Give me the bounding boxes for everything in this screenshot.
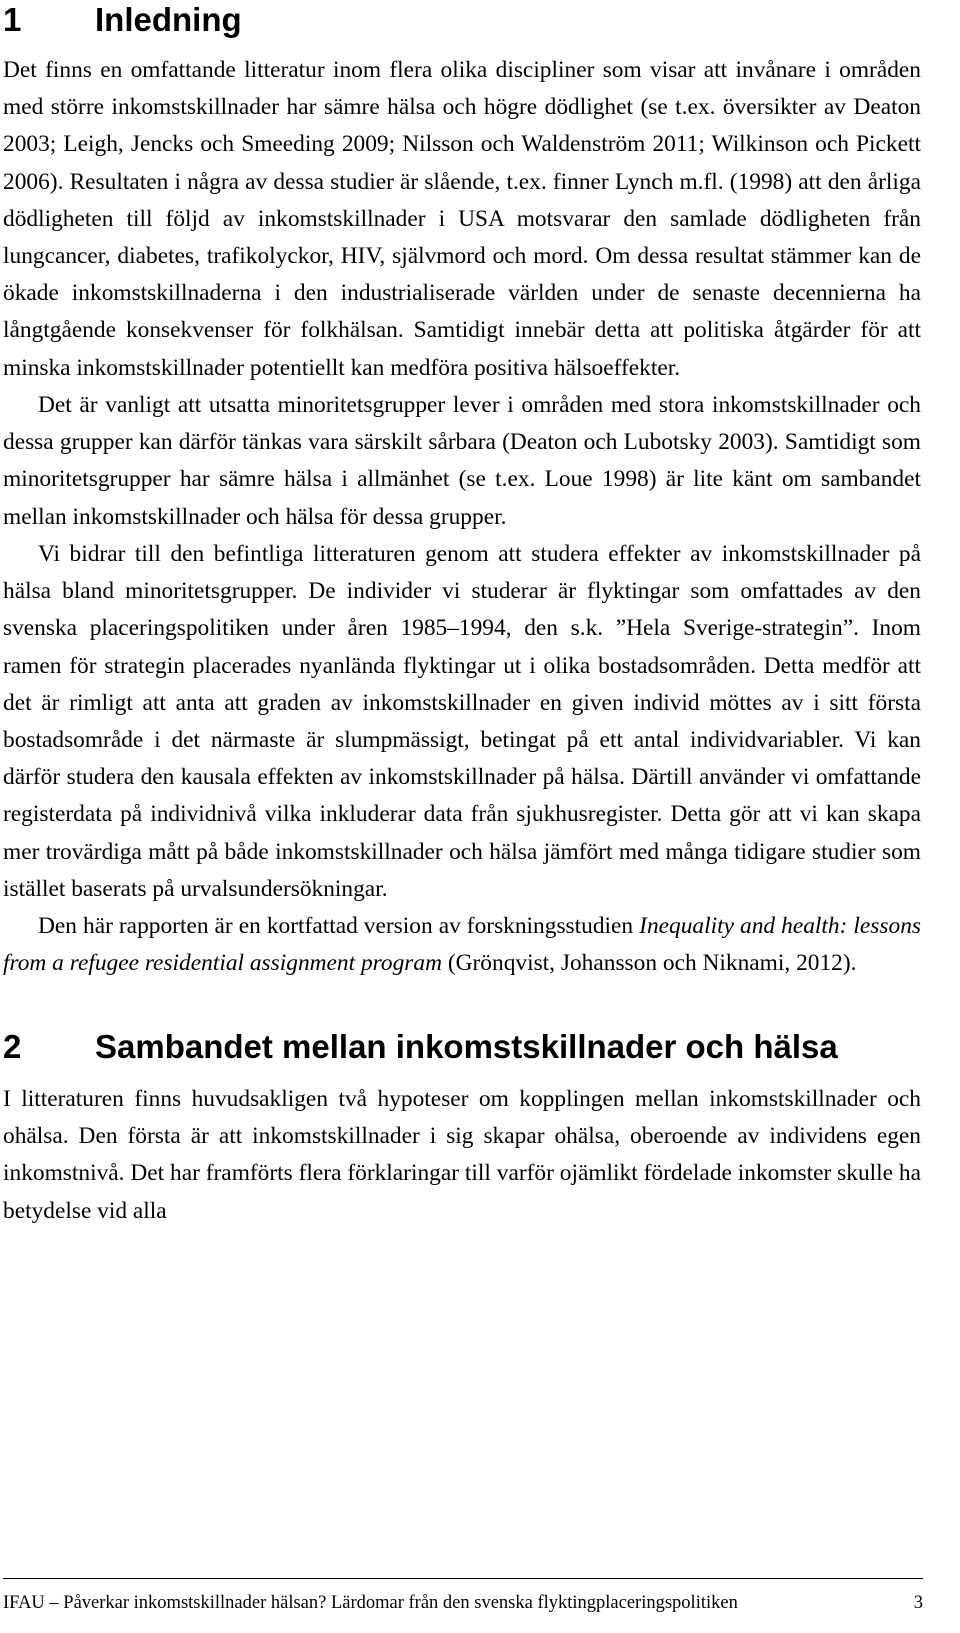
intro-paragraph-3: Vi bidrar till den befintliga litteraturen genom att studera effekter av inkomstskillnader på hälsa bland minoritetsgrupper. De individer vi studerar är flyktingar som omfattades av den svenska placeringspolitiken under åren 1985–1994, den s.k. ”Hela Sverige-strategin”. Inom ramen för strategin placerades nyanlända flyktingar ut i olika bostadsområden. Detta medför att det är rimligt att anta att graden av inkomstskillnader en given individ möttes av i sitt första bostadsområde i det närmaste är slumpmässigt, betingat på ett antal individvariabler. Vi kan därför studera den kausala effekten av inkomstskillnader på hälsa. Därtill använder vi omfattande registerdata på individnivå vilka inkluderar data från sjukhusregister. Detta gör att vi kan skapa mer trovärdiga mått på både inkomstskillnader och hälsa jämfört med många tidigare studier som istället baserats på urvalsundersökningar. xyxy=(3,541,921,902)
page-footer xyxy=(3,1590,923,1616)
section-1-heading xyxy=(3,0,242,40)
section-2-heading xyxy=(3,1027,838,1067)
footer-divider xyxy=(3,1578,923,1579)
report-description: Den här rapporten är en kortfattad version av forskningsstudien xyxy=(38,913,640,939)
section-1-title: Inledning xyxy=(95,1,242,38)
intro-paragraph-4 xyxy=(3,908,921,982)
section-2-paragraph: I litteraturen finns huvudsakligen två hypoteser om kopplingen mellan inkomstskillnader och ohälsa. Den första är att inkomstskillnader i sig skapar ohälsa, oberoende av individens egen inkomstnivå. Det har framförts flera förklaringar till varför ojämlikt fördelade inkomster skulle ha betydelse vid alla xyxy=(3,1086,921,1224)
section-2-number: 2 xyxy=(3,1028,22,1065)
page-number: 3 xyxy=(913,1593,923,1613)
section-2-title: Sambandet mellan inkomstskillnader och hälsa xyxy=(95,1028,838,1065)
intro-paragraph-1: Det finns en omfattande litteratur inom flera olika discipliner som visar att invånare i områden med större inkomstskillnader har sämre hälsa och högre dödlighet (se t.ex. översikter av Deaton 2003; Leigh, Jencks och Smeeding 2009; Nilsson och Waldenström 2011; Wilkinson och Pickett 2006). Resultaten i några av dessa studier är slående, t.ex. finner Lynch m.fl. (1998) att den årliga dödligheten till följd av inkomstskillnader i USA motsvarar den samlade dödligheten från lungcancer, diabetes, trafikolyckor, HIV, självmord och mord. Om dessa resultat stämmer kan de ökade inkomstskillnaderna i den industrialiserade världen under de senaste decennierna ha långtgående konsekvenser för folkhälsan. Samtidigt innebär detta att politiska åtgärder för att minska inkomstskillnader potentiellt kan medföra positiva hälsoeffekter. xyxy=(3,57,921,381)
footer-running-title: IFAU – Påverkar inkomstskillnader hälsan? Lärdomar från den svenska flyktingplaceringspolitiken xyxy=(3,1593,738,1613)
study-title: Inequality and health: lessons from a refugee residential assignment program xyxy=(3,913,921,977)
intro-paragraph-2: Det är vanligt att utsatta minoritetsgrupper lever i områden med stora inkomstskillnader och dessa grupper kan därför tänkas vara särskilt sårbara (Deaton och Lubotsky 2003). Samtidigt som minoritetsgrupper har sämre hälsa i allmänhet (se t.ex. Loue 1998) är lite känt om sambandet mellan inkomstskillnader och hälsa för dessa grupper. xyxy=(3,392,921,530)
section-1-number: 1 xyxy=(3,1,22,38)
study-citation: (Grönqvist, Johansson och Niknami, 2012). xyxy=(441,950,857,977)
